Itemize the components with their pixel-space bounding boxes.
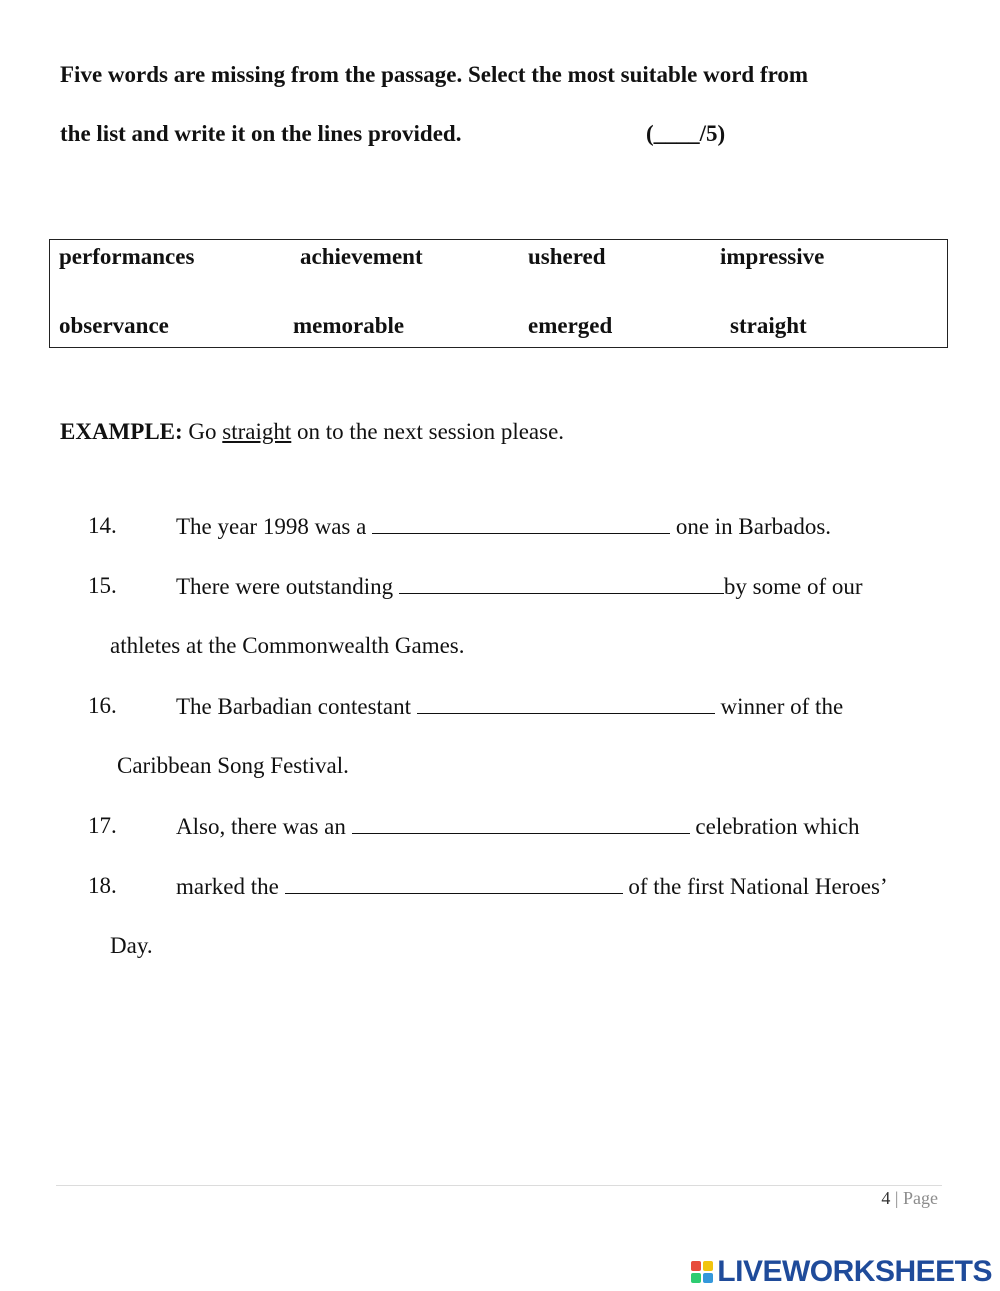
page-separator: | — [894, 1188, 899, 1208]
question-number: 14. — [88, 513, 117, 538]
word-bank — [49, 239, 948, 348]
question-18 — [176, 873, 888, 900]
score-box: (____/5) — [646, 121, 726, 146]
question-text-before: marked the — [176, 874, 279, 899]
question-14 — [176, 513, 831, 540]
example-answer: straight — [222, 419, 292, 444]
question-number: 15. — [88, 573, 117, 598]
question-continuation: Day. — [110, 933, 153, 958]
question-text-after: winner of the — [720, 694, 844, 719]
question-number: 16. — [88, 693, 117, 718]
page-footer — [881, 1188, 938, 1209]
liveworksheets-logo-icon — [691, 1261, 713, 1283]
question-text-after: of the first National Heroes’ — [628, 874, 888, 899]
answer-blank-16[interactable] — [417, 693, 715, 714]
liveworksheets-branding — [691, 1255, 992, 1289]
word-bank-item: performances — [59, 244, 195, 269]
footer-divider — [56, 1185, 942, 1186]
page-number: 4 — [881, 1188, 891, 1208]
word-bank-item: emerged — [528, 313, 613, 338]
word-bank-item: observance — [59, 313, 169, 338]
example-sentence — [60, 419, 564, 445]
word-bank-item: memorable — [293, 313, 405, 338]
question-text-before: The year 1998 was a — [176, 514, 367, 539]
example-after: on to the next session please. — [297, 419, 565, 444]
word-bank-item: ushered — [528, 244, 606, 269]
word-bank-item: straight — [730, 313, 807, 338]
question-text-after: celebration which — [695, 814, 860, 839]
question-text-after: by some of our — [723, 574, 863, 599]
question-continuation: athletes at the Commonwealth Games. — [110, 633, 465, 658]
answer-blank-18[interactable] — [285, 873, 623, 894]
question-text-after: one in Barbados. — [675, 514, 832, 539]
example-before: Go — [188, 419, 217, 444]
question-16 — [176, 693, 843, 720]
question-number: 17. — [88, 813, 117, 838]
question-continuation: Caribbean Song Festival. — [117, 753, 349, 778]
question-15 — [176, 573, 863, 600]
question-17 — [176, 813, 860, 840]
answer-blank-15[interactable] — [399, 573, 724, 594]
answer-blank-14[interactable] — [372, 513, 670, 534]
question-text-before: Also, there was an — [176, 814, 346, 839]
question-text-before: The Barbadian contestant — [176, 694, 412, 719]
word-bank-item: impressive — [720, 244, 825, 269]
question-number: 18. — [88, 873, 117, 898]
brand-name: LIVEWORKSHEETS — [717, 1255, 992, 1288]
page-label: Page — [903, 1188, 938, 1208]
example-label: EXAMPLE: — [60, 419, 183, 444]
word-bank-item: achievement — [300, 244, 423, 269]
question-text-before: There were outstanding — [176, 574, 394, 599]
instruction-line-2: the list and write it on the lines provided. — [60, 121, 462, 146]
answer-blank-17[interactable] — [352, 813, 690, 834]
instruction-line-1: Five words are missing from the passage. Select the most suitable word from — [60, 62, 809, 87]
